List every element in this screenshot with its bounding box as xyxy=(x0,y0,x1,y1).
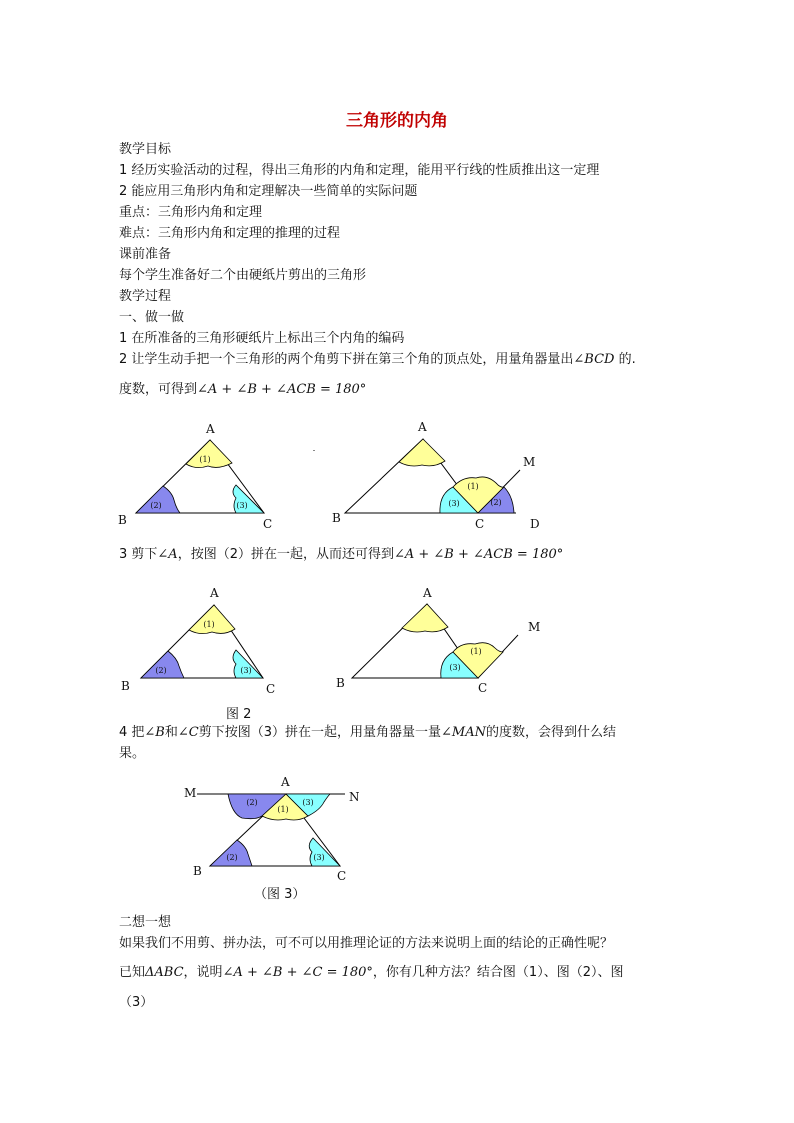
section-heading-goals: 教学目标 xyxy=(119,142,172,157)
step-1: 1 在所准备的三角形硬纸片上标出三个内角的编码 xyxy=(119,331,405,346)
step-4-mid: 剪下按图（3）拼在一起，用量角器量一量 xyxy=(198,725,441,740)
angle-sum-abc: ∠A + ∠B + ∠C = 180° xyxy=(222,965,373,980)
num-1: (1) xyxy=(470,647,482,656)
subheading-do: 一、做一做 xyxy=(119,310,185,325)
step-4-text: 4 把 xyxy=(119,725,145,740)
section-heading-process: 教学过程 xyxy=(119,289,172,304)
angle-sum-formula: ∠A + ∠B + ∠ACB = 180° xyxy=(197,382,367,397)
label-a: A xyxy=(423,586,432,600)
label-a: A xyxy=(418,420,427,434)
label-c: C xyxy=(478,681,488,695)
think-question: 如果我们不用剪、拼办法，可不可以用推理论证的方法来说明上面的结论的正确性呢？ xyxy=(119,936,614,951)
figure-2-triangle xyxy=(118,582,288,697)
step-3 xyxy=(119,545,563,565)
step-4 xyxy=(119,723,616,743)
difficult-point: 难点：三角形内角和定理的推理的过程 xyxy=(119,226,341,241)
label-a: A xyxy=(210,586,219,600)
num-3: (3) xyxy=(236,501,248,510)
step-2-text: 2 让学生动手把一个三角形的两个角剪下拼在第三个角的顶点处，用量角器量出 xyxy=(119,352,574,367)
goal-1: 1 经历实验活动的过程，得出三角形的内角和定理，能用平行线的性质推出这一定理 xyxy=(119,163,600,178)
num-3: (3) xyxy=(449,663,461,672)
angle-man: ∠MAN xyxy=(441,725,486,740)
num-2: (2) xyxy=(226,853,238,862)
step-4-end: 的度数，会得到什么结 xyxy=(485,725,616,740)
num-1: (1) xyxy=(467,482,479,491)
step-4-and: 和 xyxy=(164,725,178,740)
angle-bcd: ∠BCD xyxy=(573,352,615,367)
figure-3 xyxy=(180,770,370,885)
label-a: A xyxy=(281,775,290,789)
label-d: D xyxy=(530,517,540,531)
triangle-abc: ΔABC xyxy=(145,965,184,980)
num-1: (1) xyxy=(203,620,215,629)
label-m: M xyxy=(523,455,536,469)
step-3-mid: ，按图（2）拼在一起，从而还可得到 xyxy=(177,547,394,562)
given-mid: ，说明 xyxy=(183,965,223,980)
num-3: (3) xyxy=(240,666,252,675)
label-c: C xyxy=(266,682,276,696)
angle-1-piece xyxy=(402,604,448,632)
num-2: (2) xyxy=(150,501,162,510)
label-a: A xyxy=(206,422,215,436)
angle-a: ∠A xyxy=(157,547,178,562)
label-b: B xyxy=(193,864,202,878)
label-c: C xyxy=(337,869,347,883)
num-2: (2) xyxy=(246,798,258,807)
angle-sum-formula-2: ∠A + ∠B + ∠ACB = 180° xyxy=(393,547,564,562)
label-c: C xyxy=(475,517,485,531)
label-m: M xyxy=(528,620,541,634)
subheading-think: 二想一想 xyxy=(119,915,172,930)
step-2-cont xyxy=(119,380,366,400)
given-statement xyxy=(119,963,623,983)
given-text: 已知 xyxy=(119,965,146,980)
label-b: B xyxy=(118,513,127,527)
num-1: (1) xyxy=(277,805,289,814)
num-3: (3) xyxy=(313,853,325,862)
step-3-text: 3 剪下 xyxy=(119,547,158,562)
label-b: B xyxy=(121,679,130,693)
step-2 xyxy=(119,350,636,370)
label-b: B xyxy=(332,511,341,525)
stray-dot xyxy=(313,450,315,451)
figure-1-assembled xyxy=(330,418,555,533)
given-end: ，你有几种方法？结合图（1）、图（2）、图 xyxy=(372,965,624,980)
key-point: 重点：三角形内角和定理 xyxy=(119,205,263,220)
num-2: (2) xyxy=(490,498,502,507)
num-1: (1) xyxy=(199,455,211,464)
angle-b: ∠B xyxy=(144,725,165,740)
num-2: (2) xyxy=(155,666,167,675)
given-statement-cont: （3） xyxy=(119,995,154,1010)
angle-c: ∠C xyxy=(177,725,199,740)
figure-2-assembled xyxy=(335,582,545,697)
step-4-cont: 果。 xyxy=(119,746,146,761)
label-m: M xyxy=(184,786,197,800)
figure-2-caption: 图 2 xyxy=(226,707,252,722)
num-3: (3) xyxy=(302,798,314,807)
angle-1-piece xyxy=(399,439,445,466)
figure-3-caption: （图 3） xyxy=(254,887,306,902)
section-heading-prep: 课前准备 xyxy=(119,247,172,262)
label-c: C xyxy=(263,517,273,531)
figure-1-triangle xyxy=(118,418,288,533)
label-b: B xyxy=(336,676,345,690)
num-3: (3) xyxy=(448,499,460,508)
prep-text: 每个学生准备好二个由硬纸片剪出的三角形 xyxy=(119,268,367,283)
step-2-cont-text: 度数，可得到 xyxy=(119,382,198,397)
step-2-end: 的. xyxy=(614,352,636,367)
goal-2: 2 能应用三角形内角和定理解决一些简单的实际问题 xyxy=(119,184,418,199)
page-title: 三角形的内角 xyxy=(346,111,448,131)
label-n: N xyxy=(349,790,360,804)
